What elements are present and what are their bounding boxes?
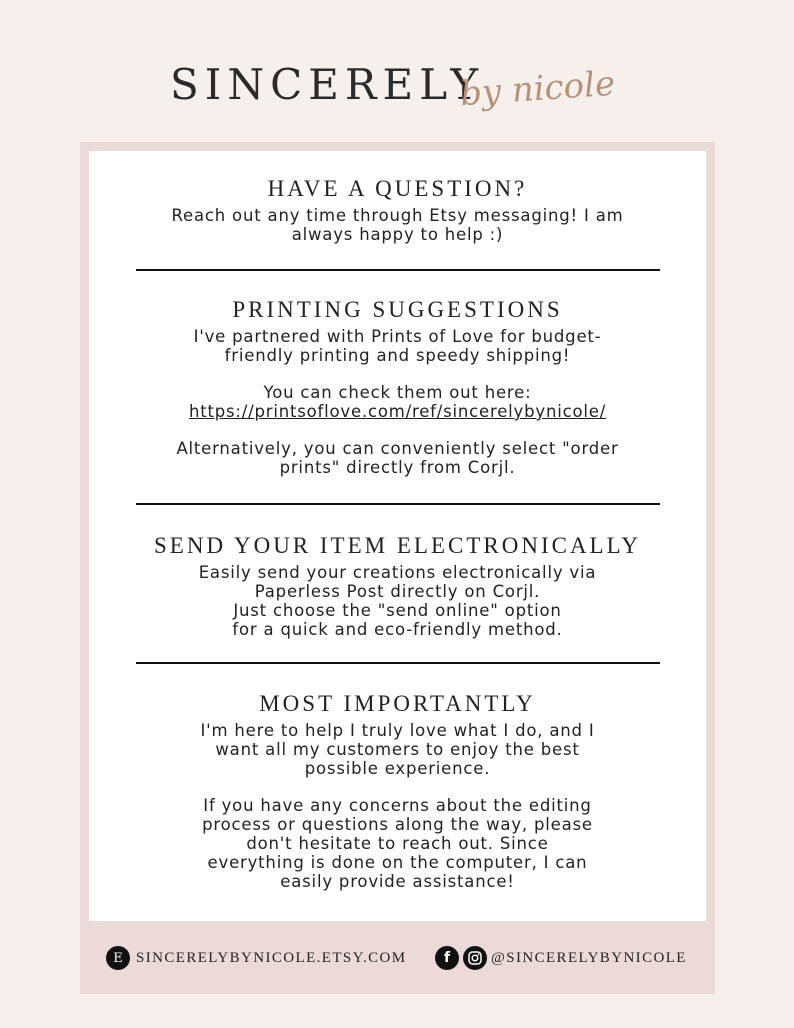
important-text: I'm here to help I truly love what I do, and I want all my customers to enjoy the best possible experience. <box>200 721 595 778</box>
instagram-icon[interactable] <box>463 946 487 970</box>
etsy-icon[interactable]: E <box>106 946 130 970</box>
etsy-url[interactable]: SINCERELYBYNICOLE.ETSY.COM <box>136 949 407 966</box>
facebook-icon[interactable]: f <box>435 946 459 970</box>
question-section <box>89 177 706 244</box>
question-text: Reach out any time through Etsy messaging! I am always happy to help :) <box>171 206 624 244</box>
brand-header <box>0 54 794 134</box>
social-contact[interactable] <box>435 946 687 970</box>
divider <box>136 662 660 664</box>
electronic-title: SEND YOUR ITEM ELECTRONICALLY <box>154 533 641 558</box>
social-handle[interactable]: @SINCERELYBYNICOLE <box>491 949 687 966</box>
brand-name: SINCERELY <box>170 60 485 109</box>
etsy-contact[interactable] <box>106 946 406 970</box>
printing-alternative-text: Alternatively, you can conveniently select "order prints" directly from Corjl. <box>176 439 619 477</box>
important-title: MOST IMPORTANTLY <box>259 691 536 716</box>
brand-script: by nicole <box>458 63 617 115</box>
electronic-text: Easily send your creations electronically via Paperless Post directly on Corjl. Just choose the "send online" option for a quick and eco-friendly method. <box>198 563 597 639</box>
footer <box>0 944 794 972</box>
electronic-section <box>89 534 706 639</box>
printing-title: PRINTING SUGGESTIONS <box>232 297 563 322</box>
question-title: HAVE A QUESTION? <box>267 176 528 201</box>
important-help-text: If you have any concerns about the editing process or questions along the way, please don't hesitate to reach out. Since everything is done on the computer, I can easily provide assistance! <box>202 796 593 891</box>
divider <box>136 503 660 505</box>
printing-text: I've partnered with Prints of Love for budget- friendly printing and speedy shipping! <box>193 327 602 365</box>
important-section <box>89 692 706 891</box>
printing-section <box>89 298 706 477</box>
divider <box>136 269 660 271</box>
content-card <box>89 151 706 921</box>
prints-of-love-link[interactable]: https://printsoflove.com/ref/sincerelybynicole/ <box>188 402 607 421</box>
printing-link-intro: You can check them out here: <box>263 383 532 402</box>
